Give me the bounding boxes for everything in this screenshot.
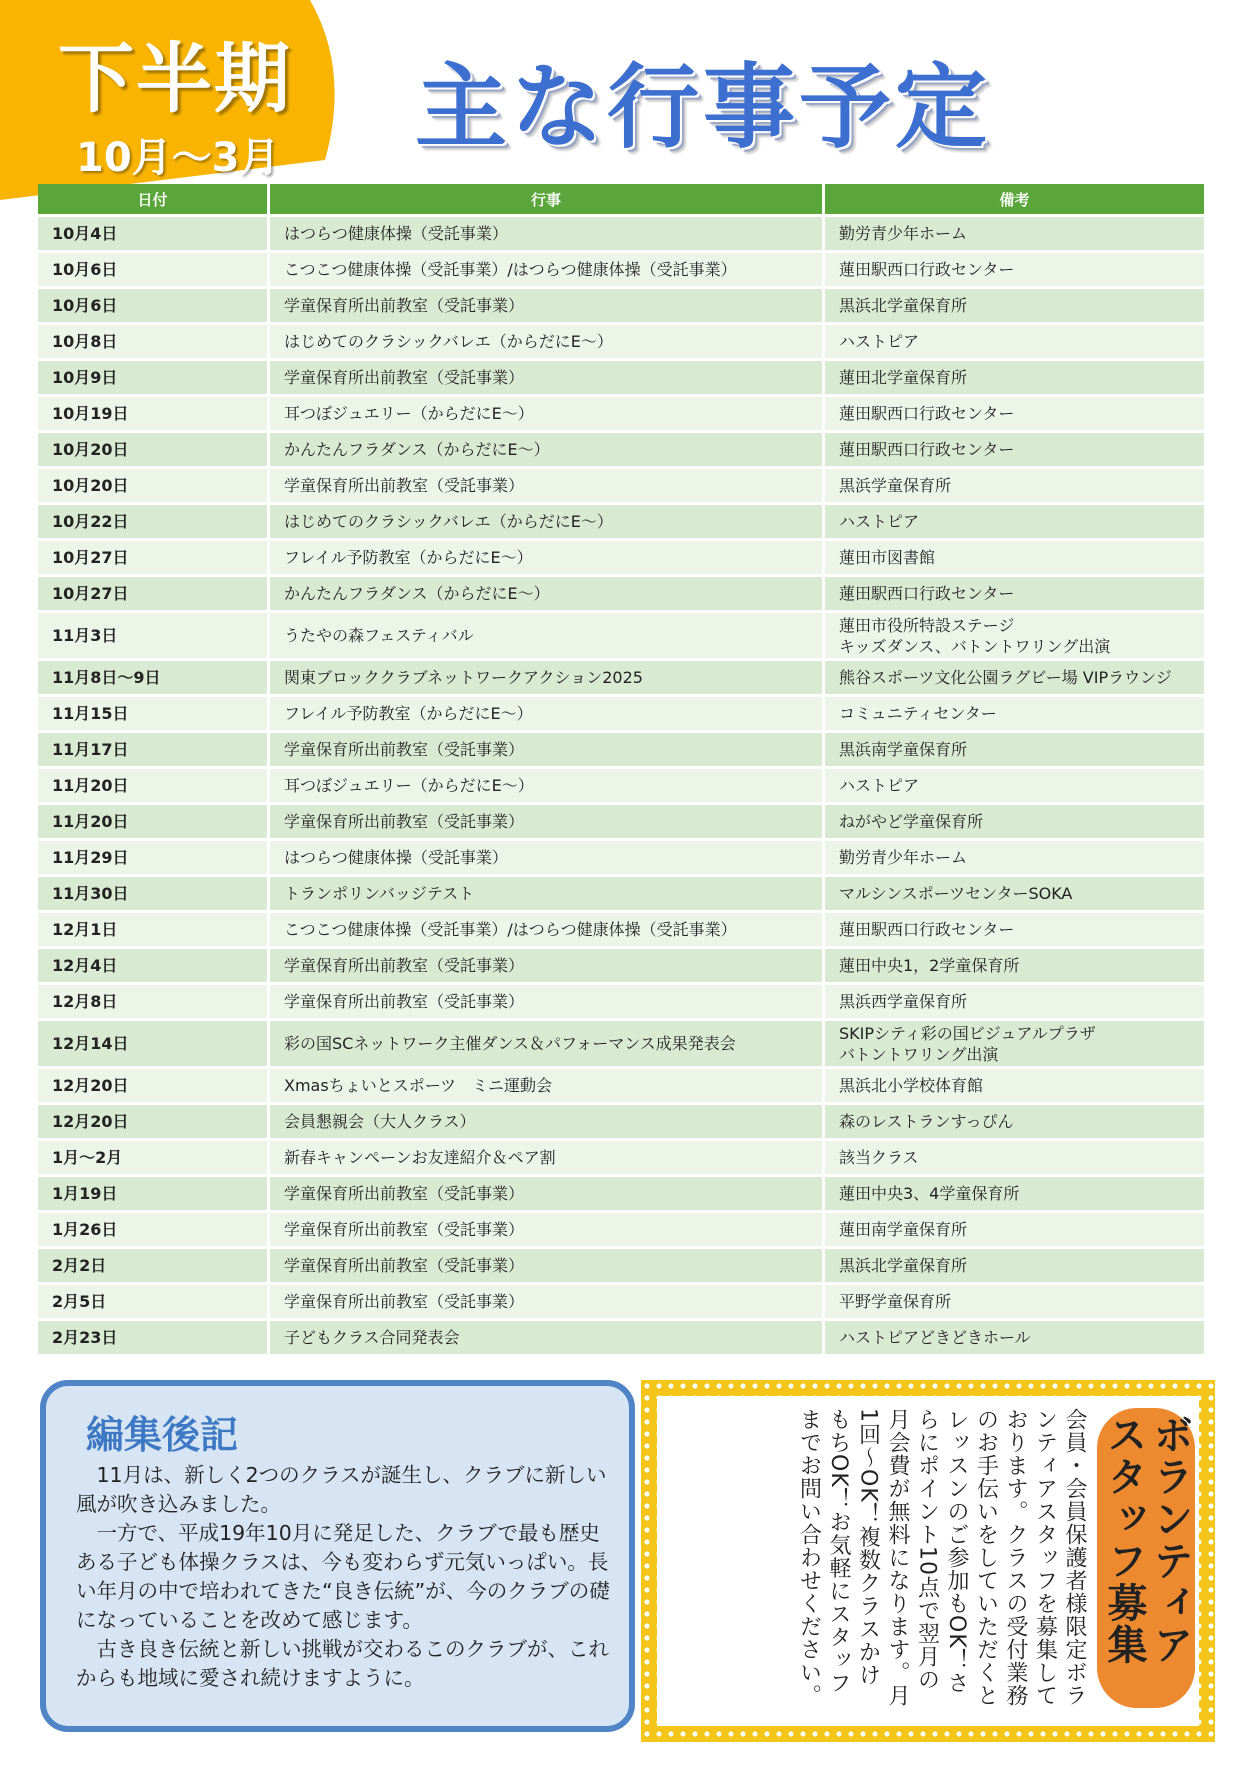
schedule-date-cell: 11月17日 — [38, 733, 270, 766]
schedule-date-cell: 10月6日 — [38, 253, 270, 286]
volunteer-heading: ボランティアスタッフ募集 — [1101, 1414, 1193, 1666]
volunteer-body-text: 会員・会員保護者様限定ボランティアスタッフを募集しております。クラスの受付業務のお手伝いをしていただくとレッスンのご参加もOK！さらにポイント10点で翌月の月会費が無料になります。月1回～OK！複数クラスかけもちOK！お気軽にスタッフまでお問い合わせください。 — [796, 1408, 1087, 1707]
schedule-date-cell: 10月8日 — [38, 325, 270, 358]
schedule-note-cell: 蓮田駅西口行政センター — [825, 577, 1204, 610]
column-header-note: 備考 — [825, 184, 1204, 214]
schedule-row — [38, 985, 1204, 1018]
schedule-date-cell: 10月4日 — [38, 217, 270, 250]
schedule-note-cell: 蓮田中央3、4学童保育所 — [825, 1177, 1204, 1210]
editor-note-paragraph: 11月は、新しく2つのクラスが誕生し、クラブに新しい風が吹き込みました。 — [76, 1463, 607, 1516]
schedule-date-cell: 1月19日 — [38, 1177, 270, 1210]
schedule-date-cell: 10月27日 — [38, 577, 270, 610]
schedule-row — [38, 1249, 1204, 1282]
schedule-row — [38, 1213, 1204, 1246]
schedule-date-cell: 1月26日 — [38, 1213, 270, 1246]
schedule-row — [38, 1141, 1204, 1174]
schedule-date-cell: 10月6日 — [38, 289, 270, 322]
schedule-date-cell: 11月29日 — [38, 841, 270, 874]
schedule-event-cell: 学童保育所出前教室（受託事業） — [270, 805, 825, 838]
schedule-row — [38, 841, 1204, 874]
schedule-event-cell: 学童保育所出前教室（受託事業） — [270, 949, 825, 982]
schedule-row — [38, 697, 1204, 730]
schedule-date-cell: 11月3日 — [38, 613, 270, 658]
schedule-note-cell: 勤労青少年ホーム — [825, 841, 1204, 874]
editor-note-box — [40, 1380, 635, 1732]
schedule-date-cell: 2月5日 — [38, 1285, 270, 1318]
schedule-event-cell: 学童保育所出前教室（受託事業） — [270, 1249, 825, 1282]
schedule-date-cell: 10月9日 — [38, 361, 270, 394]
schedule-note-cell: 熊谷スポーツ文化公園ラグビー場 VIPラウンジ — [825, 661, 1204, 694]
column-header-event: 行事 — [270, 184, 825, 214]
schedule-note-cell: 蓮田中央1，2学童保育所 — [825, 949, 1204, 982]
schedule-row — [38, 541, 1204, 574]
schedule-row — [38, 733, 1204, 766]
schedule-date-cell: 11月20日 — [38, 805, 270, 838]
schedule-date-cell: 2月2日 — [38, 1249, 270, 1282]
schedule-event-cell: 彩の国SCネットワーク主催ダンス＆パフォーマンス成果発表会 — [270, 1021, 825, 1066]
schedule-note-cell: 蓮田市図書館 — [825, 541, 1204, 574]
schedule-date-cell: 10月20日 — [38, 469, 270, 502]
schedule-date-cell: 12月20日 — [38, 1105, 270, 1138]
schedule-event-cell: トランポリンバッジテスト — [270, 877, 825, 910]
schedule-date-cell: 11月20日 — [38, 769, 270, 802]
schedule-row — [38, 217, 1204, 250]
schedule-date-cell: 10月19日 — [38, 397, 270, 430]
schedule-row — [38, 661, 1204, 694]
schedule-row — [38, 289, 1204, 322]
schedule-note-cell: 黒浜北学童保育所 — [825, 289, 1204, 322]
schedule-note-cell: ハストピア — [825, 769, 1204, 802]
schedule-row — [38, 361, 1204, 394]
editor-note-heading: 編集後記 — [86, 1413, 239, 1457]
schedule-note-cell: 蓮田南学童保育所 — [825, 1213, 1204, 1246]
editor-note-paragraph: 一方で、平成19年10月に発足した、クラブで最も歴史ある子ども体操クラスは、今も変わらず元気いっぱい。長い年月の中で培われてきた“良き伝統”が、今のクラブの礎になっていることを改めて感じます。 — [76, 1521, 610, 1632]
schedule-event-cell: 新春キャンペーンお友達紹介＆ペア割 — [270, 1141, 825, 1174]
schedule-row — [38, 325, 1204, 358]
schedule-event-cell: 学童保育所出前教室（受託事業） — [270, 289, 825, 322]
schedule-date-cell: 11月8日～9日 — [38, 661, 270, 694]
schedule-row — [38, 397, 1204, 430]
schedule-row — [38, 913, 1204, 946]
schedule-row — [38, 1321, 1204, 1354]
schedule-event-cell: 学童保育所出前教室（受託事業） — [270, 1213, 825, 1246]
schedule-date-cell: 12月20日 — [38, 1069, 270, 1102]
schedule-event-cell: 学童保育所出前教室（受託事業） — [270, 985, 825, 1018]
schedule-event-cell: 会員懇親会（大人クラス） — [270, 1105, 825, 1138]
schedule-header-row — [38, 184, 1204, 214]
schedule-event-cell: こつこつ健康体操（受託事業）/はつらつ健康体操（受託事業） — [270, 913, 825, 946]
schedule-row — [38, 1069, 1204, 1102]
schedule-event-cell: フレイル予防教室（からだにE～） — [270, 697, 825, 730]
volunteer-recruitment-box — [641, 1380, 1215, 1742]
schedule-row — [38, 469, 1204, 502]
schedule-event-cell: 学童保育所出前教室（受託事業） — [270, 469, 825, 502]
schedule-event-cell: はじめてのクラシックバレエ（からだにE～） — [270, 325, 825, 358]
schedule-event-cell: 子どもクラス合同発表会 — [270, 1321, 825, 1354]
schedule-event-cell: 学童保育所出前教室（受託事業） — [270, 361, 825, 394]
schedule-event-cell: Xmasちょいとスポーツ ミニ運動会 — [270, 1069, 825, 1102]
page-title: 主な行事予定 — [415, 54, 992, 161]
schedule-row — [38, 253, 1204, 286]
schedule-note-cell: 黒浜西学童保育所 — [825, 985, 1204, 1018]
schedule-note-cell: 蓮田駅西口行政センター — [825, 433, 1204, 466]
schedule-date-cell: 12月1日 — [38, 913, 270, 946]
schedule-date-cell: 2月23日 — [38, 1321, 270, 1354]
schedule-date-cell: 11月15日 — [38, 697, 270, 730]
schedule-note-cell: コミュニティセンター — [825, 697, 1204, 730]
schedule-note-cell: 蓮田駅西口行政センター — [825, 397, 1204, 430]
schedule-date-cell: 12月14日 — [38, 1021, 270, 1066]
schedule-event-cell: 耳つぼジュエリー（からだにE～） — [270, 397, 825, 430]
schedule-event-cell: こつこつ健康体操（受託事業）/はつらつ健康体操（受託事業） — [270, 253, 825, 286]
schedule-note-cell: 黒浜学童保育所 — [825, 469, 1204, 502]
schedule-row — [38, 1177, 1204, 1210]
schedule-event-cell: 耳つぼジュエリー（からだにE～） — [270, 769, 825, 802]
schedule-note-cell: SKIPシティ彩の国ビジュアルプラザ バトントワリング出演 — [825, 1021, 1204, 1066]
volunteer-inner-panel — [657, 1396, 1199, 1726]
schedule-note-cell: ハストピアどきどきホール — [825, 1321, 1204, 1354]
schedule-note-cell: 蓮田北学童保育所 — [825, 361, 1204, 394]
schedule-row — [38, 1021, 1204, 1066]
schedule-row — [38, 1285, 1204, 1318]
period-range: 10月～3月 — [76, 135, 280, 181]
schedule-row — [38, 805, 1204, 838]
schedule-date-cell: 10月20日 — [38, 433, 270, 466]
schedule-row — [38, 613, 1204, 658]
schedule-row — [38, 877, 1204, 910]
schedule-note-cell: 黒浜北小学校体育館 — [825, 1069, 1204, 1102]
schedule-date-cell: 10月22日 — [38, 505, 270, 538]
schedule-event-cell: はつらつ健康体操（受託事業） — [270, 841, 825, 874]
schedule-note-cell: 蓮田駅西口行政センター — [825, 253, 1204, 286]
schedule-note-cell: 森のレストランすっぴん — [825, 1105, 1204, 1138]
schedule-event-cell: はつらつ健康体操（受託事業） — [270, 217, 825, 250]
schedule-event-cell: かんたんフラダンス（からだにE～） — [270, 577, 825, 610]
schedule-event-cell: 学童保育所出前教室（受託事業） — [270, 1177, 825, 1210]
schedule-row — [38, 577, 1204, 610]
schedule-date-cell: 1月～2月 — [38, 1141, 270, 1174]
schedule-note-cell: ねがやど学童保育所 — [825, 805, 1204, 838]
schedule-event-cell: かんたんフラダンス（からだにE～） — [270, 433, 825, 466]
schedule-note-cell: マルシンスポーツセンターSOKA — [825, 877, 1204, 910]
schedule-note-cell: 黒浜北学童保育所 — [825, 1249, 1204, 1282]
schedule-note-cell: 該当クラス — [825, 1141, 1204, 1174]
schedule-row — [38, 769, 1204, 802]
schedule-note-cell: 勤労青少年ホーム — [825, 217, 1204, 250]
schedule-row — [38, 433, 1204, 466]
column-header-date: 日付 — [38, 184, 270, 214]
schedule-event-cell: 学童保育所出前教室（受託事業） — [270, 733, 825, 766]
schedule-event-cell: うたやの森フェスティバル — [270, 613, 825, 658]
schedule-date-cell: 12月8日 — [38, 985, 270, 1018]
schedule-date-cell: 10月27日 — [38, 541, 270, 574]
schedule-row — [38, 505, 1204, 538]
editor-note-body — [76, 1461, 616, 1693]
schedule-event-cell: 関東ブロッククラブネットワークアクション2025 — [270, 661, 825, 694]
schedule-date-cell: 12月4日 — [38, 949, 270, 982]
schedule-note-cell: ハストピア — [825, 505, 1204, 538]
schedule-body — [38, 217, 1204, 1354]
schedule-date-cell: 11月30日 — [38, 877, 270, 910]
schedule-event-cell: はじめてのクラシックバレエ（からだにE～） — [270, 505, 825, 538]
schedule-table — [38, 181, 1204, 1357]
period-title: 下半期 — [58, 34, 292, 123]
schedule-event-cell: フレイル予防教室（からだにE～） — [270, 541, 825, 574]
schedule-row — [38, 1105, 1204, 1138]
schedule-note-cell: 平野学童保育所 — [825, 1285, 1204, 1318]
schedule-row — [38, 949, 1204, 982]
schedule-note-cell: 黒浜南学童保育所 — [825, 733, 1204, 766]
editor-note-paragraph: 古き良き伝統と新しい挑戦が交わるこのクラブが、これからも地域に愛され続けますように。 — [76, 1637, 609, 1690]
schedule-note-cell: 蓮田市役所特設ステージ キッズダンス、バトントワリング出演 — [825, 613, 1204, 658]
schedule-event-cell: 学童保育所出前教室（受託事業） — [270, 1285, 825, 1318]
schedule-note-cell: 蓮田駅西口行政センター — [825, 913, 1204, 946]
schedule-note-cell: ハストピア — [825, 325, 1204, 358]
